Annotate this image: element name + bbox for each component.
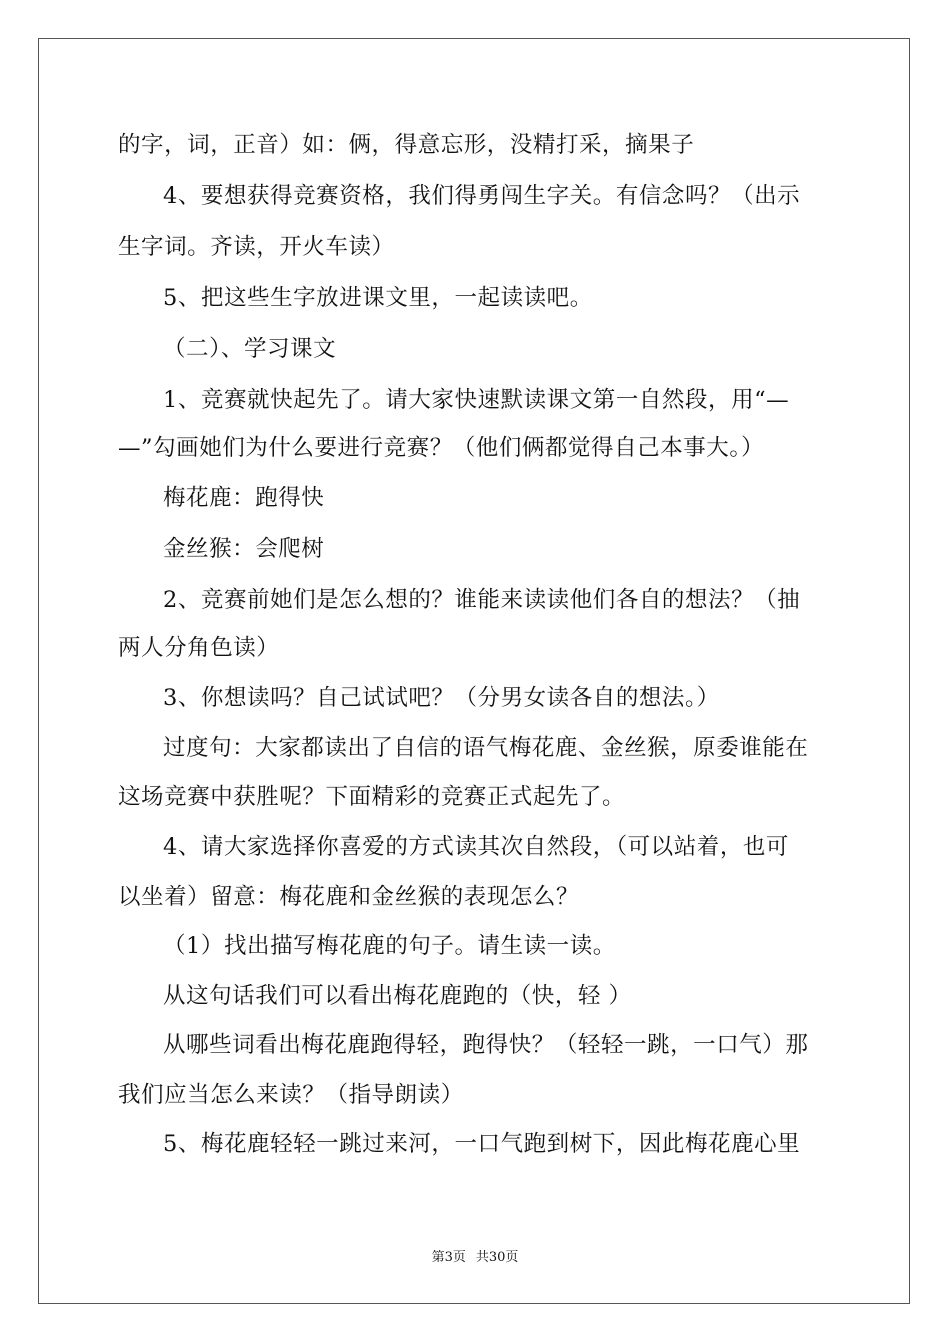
text-line: 1、竞赛就快起先了。请大家快速默读课文第一自然段，用“— — [163, 387, 790, 413]
text-line: （1）找出描写梅花鹿的句子。请生读一读。 — [163, 933, 616, 959]
page-number: 第3页 — [431, 1250, 466, 1265]
section-heading: （二）、学习课文 — [163, 336, 337, 362]
text-line: 以坐着）留意：梅花鹿和金丝猴的表现怎么？ — [118, 884, 580, 910]
text-line: 从这句话我们可以看出梅花鹿跑的（快，轻 ） — [163, 983, 632, 1009]
text-line: 我们应当怎么来读？（指导朗读） — [118, 1082, 464, 1108]
text-line: 两人分角色读） — [118, 635, 280, 661]
text-line: 梅花鹿：跑得快 — [163, 485, 325, 511]
text-line: 生字词。齐读，开火车读） — [118, 234, 395, 260]
page-border — [38, 38, 910, 1304]
text-line: 金丝猴：会爬树 — [163, 536, 325, 562]
page-total: 共30页 — [475, 1250, 519, 1265]
text-line: —”勾画她们为什么要进行竞赛？（他们俩都觉得自己本事大。） — [118, 435, 765, 461]
text-line: 5、把这些生字放进课文里，一起读读吧。 — [163, 285, 593, 311]
page-footer — [0, 1246, 950, 1265]
text-line: 3、你想读吗？自己试试吧？（分男女读各自的想法。） — [163, 685, 720, 711]
text-line: 从哪些词看出梅花鹿跑得轻，跑得快？（轻轻一跳，一口气）那 — [163, 1032, 809, 1058]
text-line: 4、请大家选择你喜爱的方式读其次自然段，（可以站着，也可 — [163, 834, 789, 860]
text-line: 5、梅花鹿轻轻一跳过来河，一口气跑到树下，因此梅花鹿心里 — [163, 1131, 801, 1157]
text-line: 2、竞赛前她们是怎么想的？谁能来读读他们各自的想法？（抽 — [163, 587, 801, 613]
text-line: 4、要想获得竞赛资格，我们得勇闯生字关。有信念吗？（出示 — [163, 183, 801, 209]
text-line: 过度句：大家都读出了自信的语气梅花鹿、金丝猴，原委谁能在 — [163, 735, 809, 761]
text-line: 的字，词，正音）如：俩，得意忘形，没精打采，摘果子 — [118, 132, 695, 158]
text-line: 这场竞赛中获胜呢？下面精彩的竞赛正式起先了。 — [118, 784, 626, 810]
